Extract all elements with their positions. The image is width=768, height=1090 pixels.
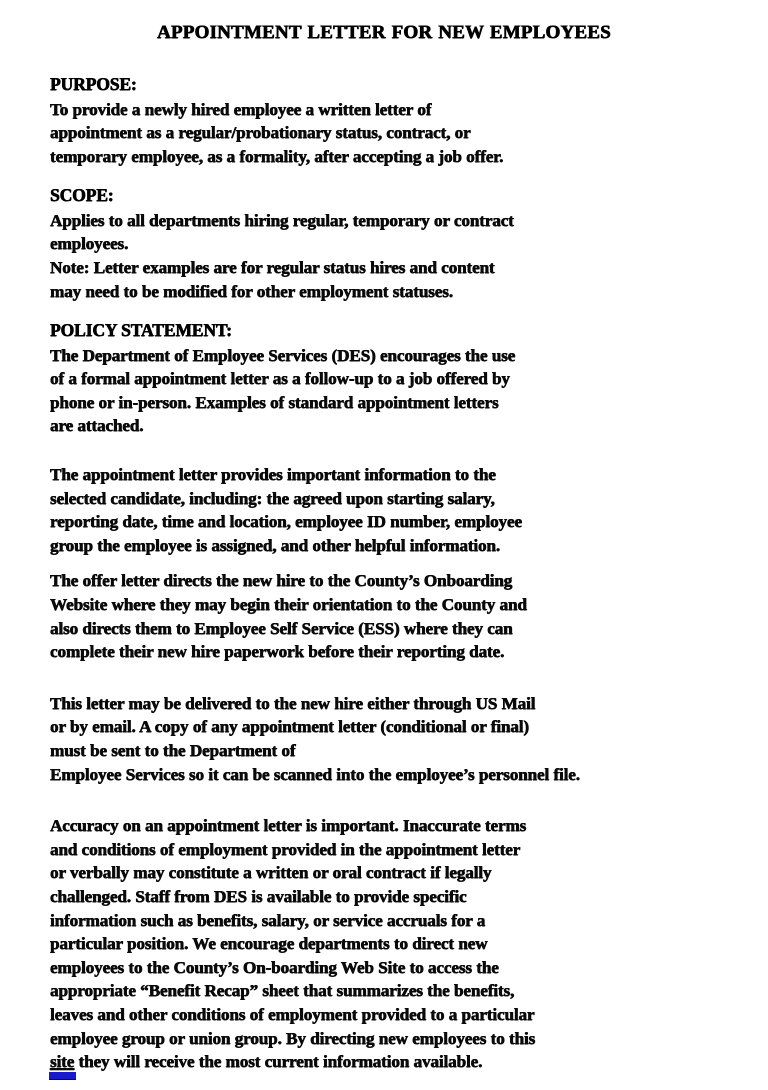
text-line: reporting date, time and location, employee ID number, employee	[50, 512, 522, 532]
text-line: temporary employee, as a formality, after accepting a job offer.	[50, 146, 504, 166]
text-line: of a formal appointment letter as a follow-up to a job offered by	[50, 369, 510, 389]
text-line: also directs them to Employee Self Service (ESS) where they can	[50, 618, 513, 638]
section-body-offer-letter	[50, 569, 722, 663]
section-heading-policy-statement: POLICY STATEMENT:	[50, 320, 232, 341]
section-purpose	[50, 73, 722, 168]
text-line: and conditions of employment provided in the appointment letter	[50, 839, 521, 859]
text-line: employees to the County’s On-boarding Web Site to access the	[50, 957, 499, 977]
text-line-with-link	[50, 1050, 722, 1074]
text-line: or by email. A copy of any appointment letter (conditional or final)	[50, 717, 529, 737]
section-body-purpose	[50, 98, 722, 169]
document-body	[50, 73, 722, 1090]
text-line: Website where they may begin their orientation to the County and	[50, 595, 527, 614]
text-line: The appointment letter provides important information to the	[50, 465, 496, 485]
text-line: particular position. We encourage departments to direct new	[50, 934, 488, 954]
text-line: The offer letter directs the new hire to the County’s Onboarding	[50, 571, 513, 591]
text-line: Accuracy on an appointment letter is important. Inaccurate terms	[50, 816, 527, 836]
text-line: selected candidate, including: the agreed upon starting salary,	[50, 488, 495, 508]
text-line: employee group or union group. By directing new employees to this	[50, 1028, 536, 1048]
section-offer-letter	[50, 569, 722, 663]
text-line: appointment as a regular/probationary status, contract, or	[50, 123, 471, 143]
text-line: may need to be modified for other employment statuses.	[50, 281, 453, 301]
text-line: To provide a newly hired employee a written letter of	[50, 99, 432, 119]
text-line: or verbally may constitute a written or oral contract if legally	[50, 863, 492, 883]
section-accuracy	[50, 814, 722, 1074]
section-body-policy-statement	[50, 344, 722, 438]
text-line: challenged. Staff from DES is available to provide specific	[50, 886, 467, 906]
text-line: information such as benefits, salary, or service accruals for a	[50, 910, 486, 930]
text-line: Note: Letter examples are for regular status hires and content	[50, 257, 495, 277]
text-line: Applies to all departments hiring regular, temporary or contract	[50, 210, 514, 230]
section-heading-purpose: PURPOSE:	[50, 74, 137, 94]
section-scope	[50, 184, 722, 303]
section-body-scope	[50, 209, 722, 303]
text-line: must be sent to the Department of	[50, 740, 296, 760]
page-title: APPOINTMENT LETTER FOR NEW EMPLOYEES	[157, 22, 611, 43]
text-line: phone or in-person. Examples of standard appointment letters	[50, 392, 499, 412]
section-body-letter-delivery	[50, 692, 722, 786]
section-body-appointment-information	[50, 463, 722, 557]
section-appointment-information	[50, 463, 722, 557]
section-policy-statement	[50, 319, 722, 438]
text-line: group the employee is assigned, and other helpful information.	[50, 535, 501, 555]
text-line: are attached.	[50, 416, 144, 436]
text-line: appropriate “Benefit Recap” sheet that summarizes the benefits,	[50, 981, 515, 1001]
text-line: Employee Services so it can be scanned into the employee’s personnel file.	[50, 764, 580, 784]
text-line: This letter may be delivered to the new hire either through US Mail	[50, 693, 536, 713]
text-line: leaves and other conditions of employment provided to a particular	[50, 1004, 535, 1024]
section-body-accuracy	[50, 814, 722, 1074]
text-line: employees.	[50, 234, 129, 254]
section-letter-delivery	[50, 692, 722, 786]
text-line: The Department of Employee Services (DES) encourages the use	[50, 345, 516, 365]
section-heading-scope: SCOPE:	[50, 185, 114, 206]
text-line: complete their new hire paperwork before their reporting date.	[50, 642, 505, 662]
text-after-link: they will receive the most current information available.	[74, 1052, 483, 1072]
site-hyperlink[interactable]: site	[50, 1050, 74, 1074]
